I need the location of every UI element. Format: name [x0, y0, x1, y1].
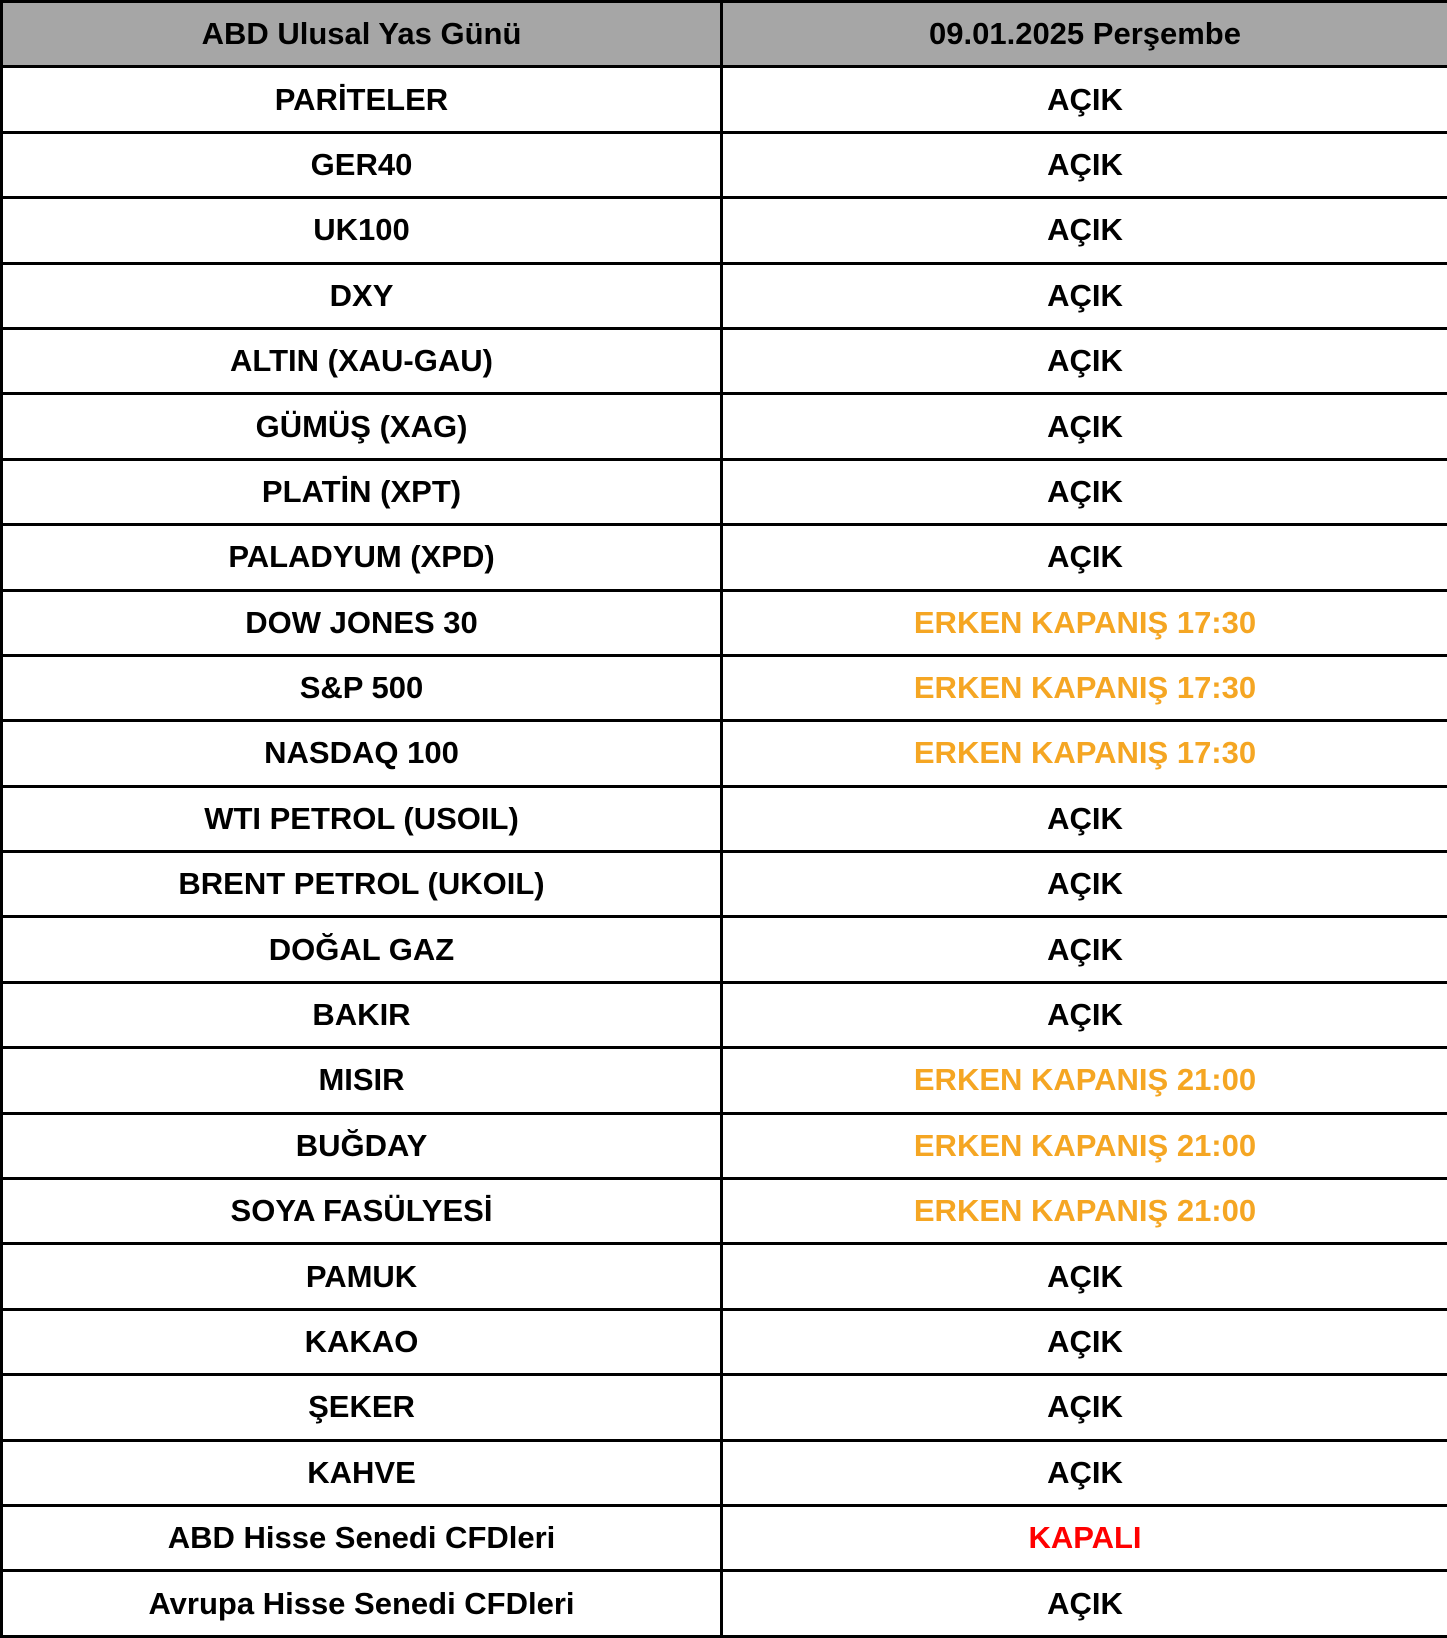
instrument-name: KAHVE: [2, 1440, 722, 1505]
instrument-name: PLATİN (XPT): [2, 459, 722, 524]
table-row: [2, 1179, 1447, 1244]
holiday-name-header: ABD Ulusal Yas Günü: [2, 2, 722, 67]
instrument-name: DOW JONES 30: [2, 590, 722, 655]
instrument-name: Avrupa Hisse Senedi CFDleri: [2, 1571, 722, 1636]
market-status: AÇIK: [722, 67, 1447, 132]
table-row: [2, 1113, 1447, 1178]
instrument-name: BAKIR: [2, 982, 722, 1047]
table-row: [2, 132, 1447, 197]
instrument-name: KAKAO: [2, 1309, 722, 1374]
table-row: [2, 459, 1447, 524]
instrument-name: ŞEKER: [2, 1375, 722, 1440]
date-header: 09.01.2025 Perşembe: [722, 2, 1447, 67]
market-status: AÇIK: [722, 1244, 1447, 1309]
table-row: [2, 525, 1447, 590]
instrument-name: DXY: [2, 263, 722, 328]
instrument-name: BRENT PETROL (UKOIL): [2, 852, 722, 917]
market-status: AÇIK: [722, 1375, 1447, 1440]
market-status: AÇIK: [722, 1571, 1447, 1636]
table-row: [2, 590, 1447, 655]
market-status: KAPALI: [722, 1505, 1447, 1570]
table-row: [2, 394, 1447, 459]
market-status: AÇIK: [722, 459, 1447, 524]
market-status: AÇIK: [722, 525, 1447, 590]
market-status: AÇIK: [722, 786, 1447, 851]
table-row: [2, 655, 1447, 720]
market-status: ERKEN KAPANIŞ 17:30: [722, 655, 1447, 720]
market-status: ERKEN KAPANIŞ 21:00: [722, 1179, 1447, 1244]
instrument-name: MISIR: [2, 1048, 722, 1113]
instrument-name: ABD Hisse Senedi CFDleri: [2, 1505, 722, 1570]
instrument-name: SOYA FASÜLYESİ: [2, 1179, 722, 1244]
market-status: AÇIK: [722, 982, 1447, 1047]
table-row: [2, 786, 1447, 851]
table-row: [2, 1440, 1447, 1505]
instrument-name: WTI PETROL (USOIL): [2, 786, 722, 851]
instrument-name: ALTIN (XAU-GAU): [2, 328, 722, 393]
table-row: [2, 1244, 1447, 1309]
market-status: AÇIK: [722, 852, 1447, 917]
table-row: [2, 1375, 1447, 1440]
table-row: [2, 982, 1447, 1047]
market-status: AÇIK: [722, 394, 1447, 459]
instrument-name: GÜMÜŞ (XAG): [2, 394, 722, 459]
table-row: [2, 67, 1447, 132]
market-status: ERKEN KAPANIŞ 21:00: [722, 1113, 1447, 1178]
instrument-name: GER40: [2, 132, 722, 197]
market-status: AÇIK: [722, 1440, 1447, 1505]
instrument-name: UK100: [2, 198, 722, 263]
market-status: ERKEN KAPANIŞ 17:30: [722, 590, 1447, 655]
market-status: AÇIK: [722, 263, 1447, 328]
table-row: [2, 263, 1447, 328]
market-status: AÇIK: [722, 917, 1447, 982]
market-status: AÇIK: [722, 328, 1447, 393]
market-status: AÇIK: [722, 198, 1447, 263]
table-row: [2, 1571, 1447, 1636]
market-status: AÇIK: [722, 1309, 1447, 1374]
table-row: [2, 198, 1447, 263]
instrument-name: S&P 500: [2, 655, 722, 720]
instrument-name: NASDAQ 100: [2, 721, 722, 786]
instrument-name: PARİTELER: [2, 67, 722, 132]
market-status: ERKEN KAPANIŞ 17:30: [722, 721, 1447, 786]
instrument-name: DOĞAL GAZ: [2, 917, 722, 982]
instrument-name: BUĞDAY: [2, 1113, 722, 1178]
header-row: [2, 2, 1447, 67]
market-status: AÇIK: [722, 132, 1447, 197]
table-row: [2, 1309, 1447, 1374]
table-row: [2, 917, 1447, 982]
instrument-name: PALADYUM (XPD): [2, 525, 722, 590]
table-row: [2, 1048, 1447, 1113]
table-row: [2, 328, 1447, 393]
table-row: [2, 1505, 1447, 1570]
market-status: ERKEN KAPANIŞ 21:00: [722, 1048, 1447, 1113]
table-row: [2, 852, 1447, 917]
instrument-name: PAMUK: [2, 1244, 722, 1309]
table-row: [2, 721, 1447, 786]
